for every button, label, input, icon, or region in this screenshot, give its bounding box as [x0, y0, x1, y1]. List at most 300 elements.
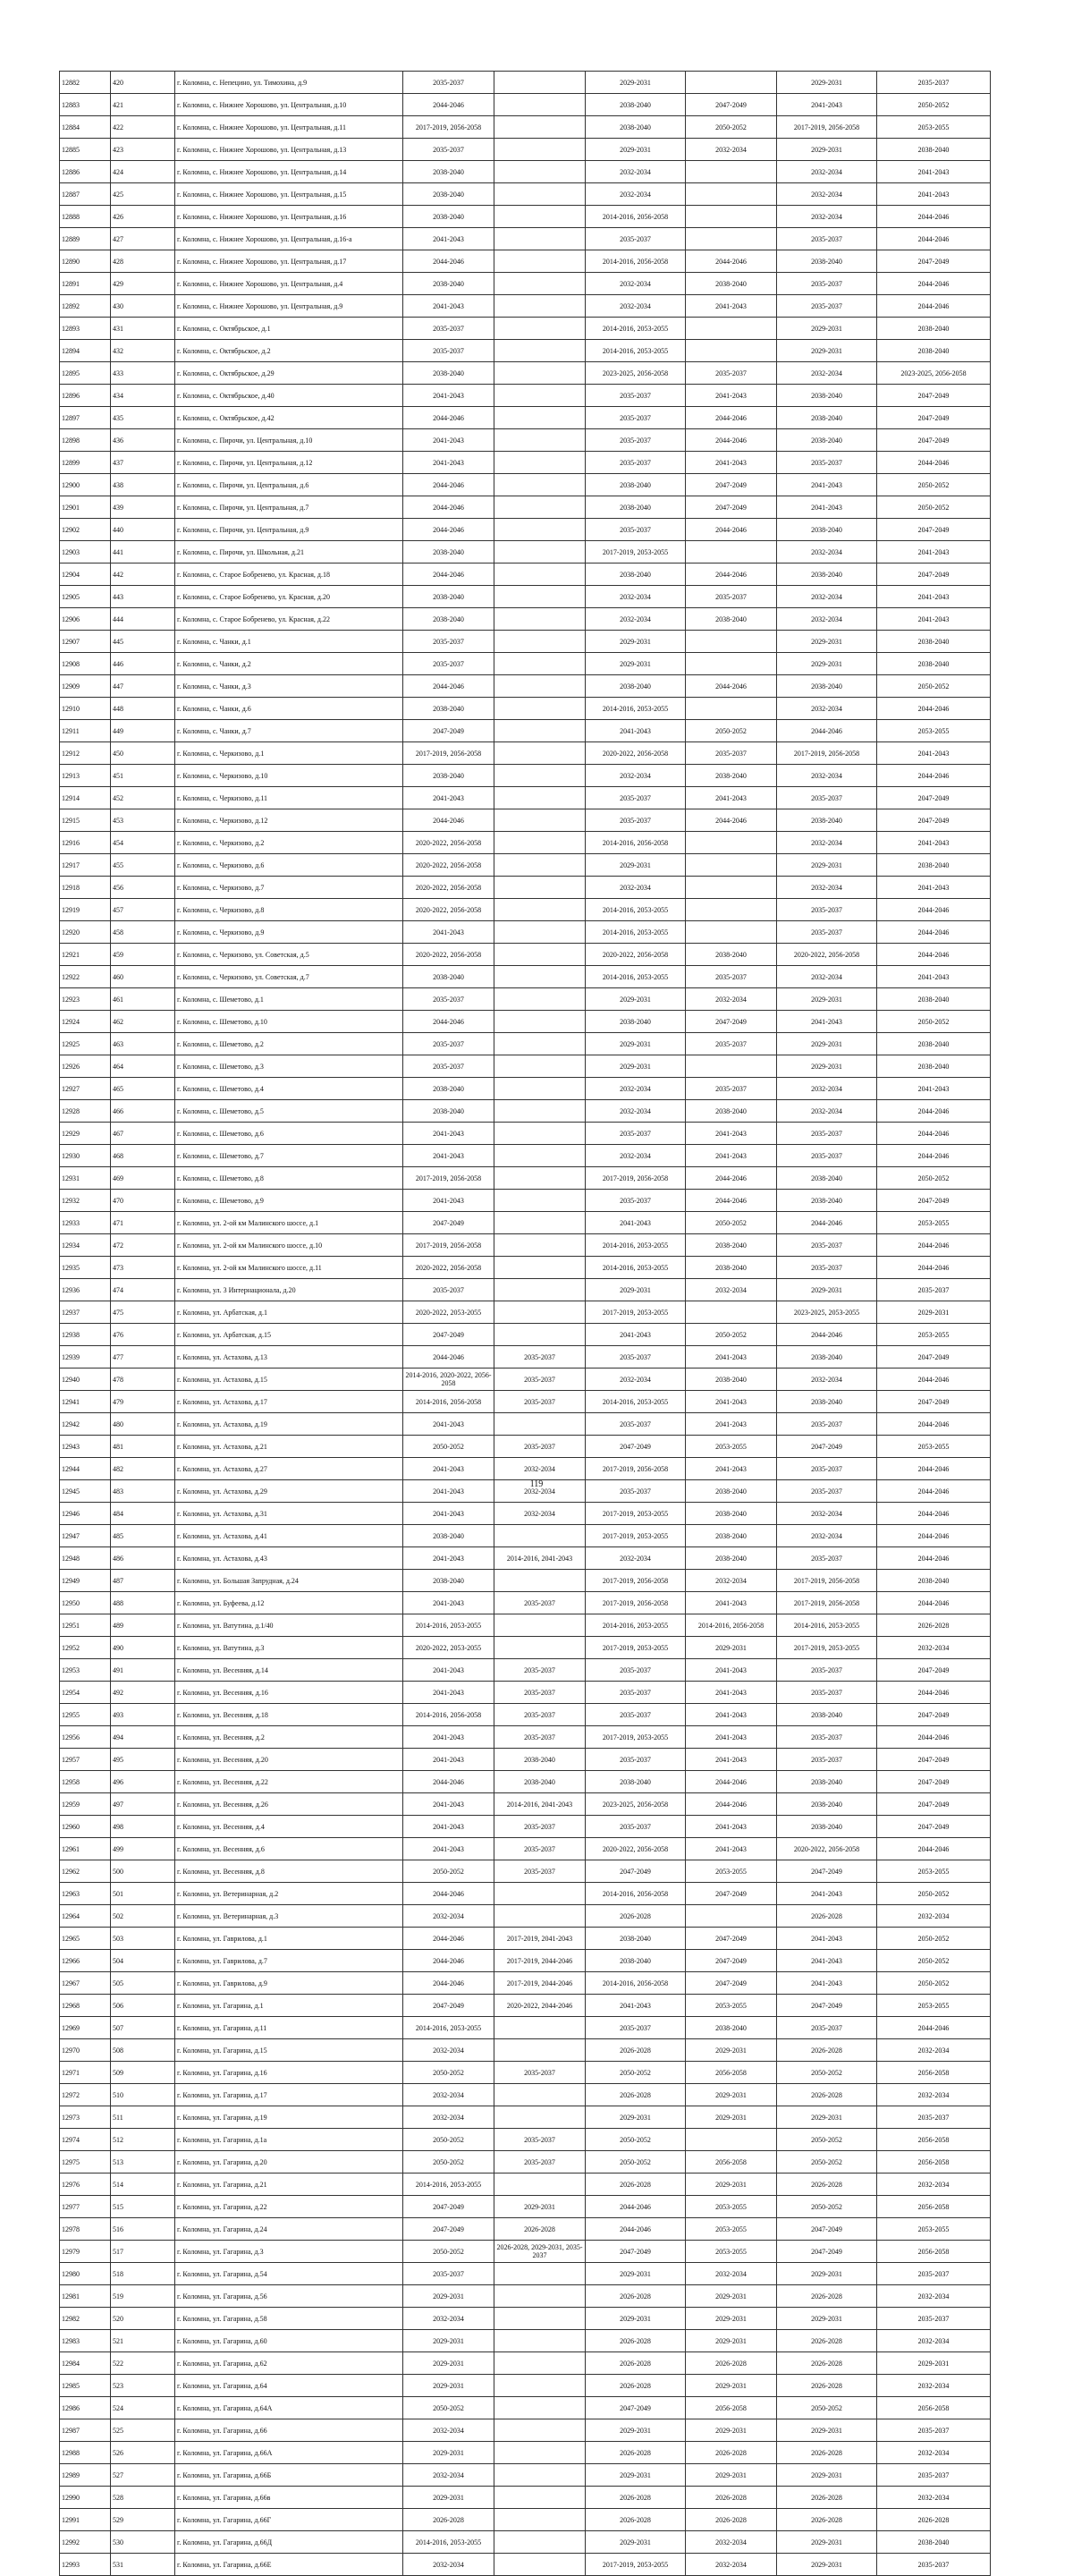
table-cell	[494, 362, 586, 385]
table-cell	[494, 899, 586, 921]
table-cell: 12975	[60, 2151, 111, 2174]
table-cell: 12960	[60, 1816, 111, 1838]
table-cell: 2044-2046	[877, 273, 991, 295]
table-cell: 2053-2055	[877, 116, 991, 139]
table-cell: 430	[111, 295, 175, 318]
table-cell: 2038-2040	[403, 765, 494, 787]
table-cell: 2032-2034	[403, 2554, 494, 2576]
table-cell: 12961	[60, 1838, 111, 1860]
table-cell: 2035-2037	[777, 295, 877, 318]
table-row	[60, 2106, 991, 2129]
table-cell	[686, 653, 777, 675]
table-cell: 12913	[60, 765, 111, 787]
table-cell: 2041-2043	[403, 228, 494, 250]
table-cell	[494, 250, 586, 273]
table-cell: 2032-2034	[586, 1547, 686, 1570]
table-cell: 2038-2040	[777, 564, 877, 586]
table-cell: 12927	[60, 1078, 111, 1100]
table-cell: 474	[111, 1279, 175, 1301]
table-cell: 2041-2043	[403, 1145, 494, 1167]
table-row	[60, 1301, 991, 1324]
table-row	[60, 161, 991, 183]
table-cell: 2020-2022, 2056-2058	[403, 1257, 494, 1279]
table-cell: 521	[111, 2330, 175, 2352]
table-cell: 2029-2031	[586, 988, 686, 1011]
table-cell: 2017-2019, 2044-2046	[494, 1972, 586, 1995]
table-cell: 2056-2058	[686, 2397, 777, 2419]
table-cell: 2038-2040	[877, 1570, 991, 1592]
table-cell: г. Коломна, ул. Гагарина, д.3	[175, 2241, 403, 2263]
table-cell: 2044-2046	[877, 1682, 991, 1704]
table-cell: г. Коломна, ул. Астахова, д.19	[175, 1413, 403, 1436]
table-cell: г. Коломна, ул. 2-ой км Малинского шоссе, д.11	[175, 1257, 403, 1279]
table-cell: г. Коломна, с. Чанки, д.1	[175, 631, 403, 653]
table-cell: 12948	[60, 1547, 111, 1570]
table-cell: 2032-2034	[877, 2487, 991, 2509]
table-row	[60, 944, 991, 966]
table-cell: 2032-2034	[586, 1078, 686, 1100]
table-cell: 2032-2034	[586, 1145, 686, 1167]
table-cell: 12893	[60, 318, 111, 340]
table-cell: 12966	[60, 1950, 111, 1972]
table-cell: 2029-2031	[586, 72, 686, 94]
table-cell	[494, 1413, 586, 1436]
table-cell: 12930	[60, 1145, 111, 1167]
table-cell	[494, 94, 586, 116]
table-cell: 2044-2046	[586, 2196, 686, 2218]
table-cell: 12887	[60, 183, 111, 206]
table-cell	[686, 541, 777, 564]
table-cell: 2038-2040	[403, 1100, 494, 1123]
table-cell: 2035-2037	[403, 340, 494, 362]
table-cell: 2047-2049	[686, 1011, 777, 1033]
table-cell: 2041-2043	[686, 1659, 777, 1682]
table-row	[60, 541, 991, 564]
table-cell: 475	[111, 1301, 175, 1324]
table-cell: 512	[111, 2129, 175, 2151]
table-cell: 2035-2037	[586, 1816, 686, 1838]
table-cell: 12956	[60, 1726, 111, 1749]
table-cell	[494, 1279, 586, 1301]
table-cell: г. Коломна, с. Нижнее Хорошово, ул. Центральная, д.14	[175, 161, 403, 183]
table-cell: г. Коломна, ул. 2-ой км Малинского шоссе, д.10	[175, 1234, 403, 1257]
table-cell: г. Коломна, ул. Гагарина, д.58	[175, 2308, 403, 2330]
table-cell: 12934	[60, 1234, 111, 1257]
table-cell: 2038-2040	[777, 1167, 877, 1190]
table-cell	[494, 944, 586, 966]
table-cell: 2038-2040	[586, 94, 686, 116]
table-row	[60, 2531, 991, 2554]
table-cell: 12971	[60, 2062, 111, 2084]
table-row	[60, 72, 991, 94]
table-cell: 2032-2034	[686, 2263, 777, 2285]
table-cell: 435	[111, 407, 175, 429]
table-cell: 12985	[60, 2375, 111, 2397]
table-row	[60, 2017, 991, 2039]
table-cell: 2047-2049	[403, 1212, 494, 1234]
table-cell: 2035-2037	[686, 966, 777, 988]
table-cell: 2032-2034	[877, 2442, 991, 2464]
table-cell: 2032-2034	[494, 1503, 586, 1525]
table-cell: 2035-2037	[586, 407, 686, 429]
table-row	[60, 1547, 991, 1570]
table-cell	[494, 586, 586, 608]
table-cell: 2029-2031	[586, 2308, 686, 2330]
table-cell: 2029-2031	[403, 2330, 494, 2352]
table-cell: 2038-2040	[686, 944, 777, 966]
table-cell	[686, 921, 777, 944]
table-cell: г. Коломна, ул. Астахова, д.13	[175, 1346, 403, 1368]
table-cell	[686, 228, 777, 250]
table-cell: 2014-2016, 2053-2055	[586, 340, 686, 362]
table-cell	[494, 183, 586, 206]
table-cell	[494, 474, 586, 496]
table-cell: 2035-2037	[586, 228, 686, 250]
table-row	[60, 1525, 991, 1547]
table-cell: 2041-2043	[777, 1928, 877, 1950]
table-cell: 2035-2037	[586, 1346, 686, 1368]
table-row	[60, 1368, 991, 1391]
table-cell: 12977	[60, 2196, 111, 2218]
table-cell: 12915	[60, 809, 111, 832]
table-cell: 2032-2034	[403, 2084, 494, 2106]
table-cell: 2047-2049	[777, 1860, 877, 1883]
table-cell: 2038-2040	[777, 1793, 877, 1816]
table-cell: 2041-2043	[777, 1011, 877, 1033]
table-cell: 12932	[60, 1190, 111, 1212]
table-cell	[494, 496, 586, 519]
table-cell: г. Коломна, ул. Гагарина, д.15	[175, 2039, 403, 2062]
table-cell: 2041-2043	[403, 1503, 494, 1525]
table-cell: 12914	[60, 787, 111, 809]
table-cell: 2044-2046	[877, 1503, 991, 1525]
table-row	[60, 1234, 991, 1257]
table-cell: 2041-2043	[403, 1592, 494, 1614]
table-cell: 449	[111, 720, 175, 742]
table-cell: 2041-2043	[403, 1682, 494, 1704]
table-cell: 2044-2046	[877, 1525, 991, 1547]
table-row	[60, 1883, 991, 1905]
table-row	[60, 2151, 991, 2174]
table-cell: 2032-2034	[777, 541, 877, 564]
table-row	[60, 809, 991, 832]
table-cell: 2017-2019, 2053-2055	[586, 1525, 686, 1547]
table-cell: 2050-2052	[686, 116, 777, 139]
table-cell: 2044-2046	[686, 1190, 777, 1212]
table-row	[60, 586, 991, 608]
table-cell: 443	[111, 586, 175, 608]
table-cell: 2044-2046	[877, 698, 991, 720]
table-cell: 2047-2049	[877, 1771, 991, 1793]
table-cell: 2038-2040	[403, 161, 494, 183]
table-cell: 12938	[60, 1324, 111, 1346]
table-cell: 508	[111, 2039, 175, 2062]
table-cell: г. Коломна, с. Октябрьское, д.1	[175, 318, 403, 340]
table-cell: 2026-2028	[877, 1614, 991, 1637]
table-cell: 12886	[60, 161, 111, 183]
table-cell: 12988	[60, 2442, 111, 2464]
table-cell	[494, 1883, 586, 1905]
table-cell: г. Коломна, с. Октябрьское, д.2	[175, 340, 403, 362]
table-cell	[494, 407, 586, 429]
table-cell: 12958	[60, 1771, 111, 1793]
table-cell: 2044-2046	[403, 407, 494, 429]
table-cell: 2035-2037	[777, 1726, 877, 1749]
table-cell	[494, 452, 586, 474]
table-cell: 2026-2028	[777, 2330, 877, 2352]
table-cell: 2044-2046	[403, 675, 494, 698]
table-cell: 504	[111, 1950, 175, 1972]
table-body	[60, 72, 991, 2576]
table-cell: 2017-2019, 2056-2058	[403, 742, 494, 765]
table-cell: 2038-2040	[686, 1100, 777, 1123]
table-cell	[494, 787, 586, 809]
table-cell: 2029-2031	[777, 340, 877, 362]
table-cell: 2041-2043	[403, 1458, 494, 1480]
table-cell: г. Коломна, ул. Арбатская, д.15	[175, 1324, 403, 1346]
table-cell	[686, 1905, 777, 1928]
table-row	[60, 1749, 991, 1771]
table-cell	[494, 675, 586, 698]
table-cell: 12907	[60, 631, 111, 653]
table-row	[60, 1793, 991, 1816]
table-cell: 2041-2043	[686, 1592, 777, 1614]
table-cell: 2041-2043	[403, 1190, 494, 1212]
table-cell: г. Коломна, с. Шеметово, д.7	[175, 1145, 403, 1167]
table-row	[60, 2263, 991, 2285]
table-cell: 441	[111, 541, 175, 564]
table-cell: 2041-2043	[686, 1391, 777, 1413]
table-cell: 2035-2037	[686, 362, 777, 385]
table-cell: 465	[111, 1078, 175, 1100]
table-cell: 2038-2040	[586, 675, 686, 698]
table-row	[60, 653, 991, 675]
table-row	[60, 921, 991, 944]
table-cell: 513	[111, 2151, 175, 2174]
table-cell: 2035-2037	[777, 1682, 877, 1704]
table-cell	[494, 1614, 586, 1637]
table-cell	[494, 1100, 586, 1123]
table-cell: 2029-2031	[586, 854, 686, 877]
table-cell: 2038-2040	[686, 1547, 777, 1570]
table-cell: 2038-2040	[877, 988, 991, 1011]
table-cell: 2050-2052	[403, 2241, 494, 2263]
table-cell: 439	[111, 496, 175, 519]
table-cell: 472	[111, 1234, 175, 1257]
table-cell: 2044-2046	[877, 1234, 991, 1257]
table-cell: 2020-2022, 2053-2055	[403, 1637, 494, 1659]
table-cell: 510	[111, 2084, 175, 2106]
table-cell: 2029-2031	[777, 653, 877, 675]
table-cell: г. Коломна, с. Октябрьское, д.42	[175, 407, 403, 429]
table-cell: 485	[111, 1525, 175, 1547]
table-cell	[686, 899, 777, 921]
table-cell: 12935	[60, 1257, 111, 1279]
table-cell: 2026-2028	[586, 2487, 686, 2509]
table-cell: 2029-2031	[777, 631, 877, 653]
table-cell: 2029-2031	[877, 2352, 991, 2375]
table-cell: 2050-2052	[403, 2151, 494, 2174]
table-cell: 2044-2046	[403, 474, 494, 496]
table-cell: г. Коломна, ул. Астахова, д.43	[175, 1547, 403, 1570]
table-cell: 2044-2046	[877, 1838, 991, 1860]
table-cell: 2035-2037	[586, 1123, 686, 1145]
table-cell: 2032-2034	[877, 1637, 991, 1659]
table-cell: 2026-2028	[586, 2084, 686, 2106]
table-cell	[686, 631, 777, 653]
table-cell: г. Коломна, ул. Гагарина, д.22	[175, 2196, 403, 2218]
table-cell: 2029-2031	[403, 2285, 494, 2308]
table-cell: 483	[111, 1480, 175, 1503]
table-row	[60, 2129, 991, 2151]
table-cell: 2053-2055	[877, 720, 991, 742]
table-cell: 2035-2037	[494, 1726, 586, 1749]
table-row	[60, 720, 991, 742]
table-row	[60, 2308, 991, 2330]
table-cell: 2041-2043	[877, 586, 991, 608]
table-cell: 421	[111, 94, 175, 116]
table-row	[60, 206, 991, 228]
table-cell: 2026-2028	[686, 2442, 777, 2464]
table-cell: 2026-2028	[777, 2375, 877, 2397]
table-cell	[686, 877, 777, 899]
table-cell: 2020-2022, 2056-2058	[777, 944, 877, 966]
table-cell: 2035-2037	[877, 2263, 991, 2285]
table-row	[60, 675, 991, 698]
table-cell: 446	[111, 653, 175, 675]
table-cell: 2014-2016, 2053-2055	[403, 2174, 494, 2196]
table-cell: 2035-2037	[777, 1234, 877, 1257]
table-cell: 481	[111, 1436, 175, 1458]
table-cell	[494, 1078, 586, 1100]
table-row	[60, 1413, 991, 1436]
table-cell: 2029-2031	[403, 2375, 494, 2397]
table-cell: 2032-2034	[777, 832, 877, 854]
table-cell: 2047-2049	[686, 496, 777, 519]
table-cell: 2035-2037	[586, 1659, 686, 1682]
table-cell: 523	[111, 2375, 175, 2397]
table-cell: 2044-2046	[877, 1458, 991, 1480]
table-cell: 2041-2043	[686, 1458, 777, 1480]
table-cell: 2044-2046	[877, 1547, 991, 1570]
table-cell: 2035-2037	[403, 72, 494, 94]
table-cell: 2029-2031	[777, 139, 877, 161]
table-cell: 524	[111, 2397, 175, 2419]
table-cell: 424	[111, 161, 175, 183]
table-cell: 2053-2055	[686, 1995, 777, 2017]
table-cell: 500	[111, 1860, 175, 1883]
table-cell: 2035-2037	[494, 1436, 586, 1458]
table-cell: г. Коломна, ул. Гагарина, д.66Д	[175, 2531, 403, 2554]
table-cell	[494, 1055, 586, 1078]
table-cell: г. Коломна, с. Пирочи, ул. Центральная, д.9	[175, 519, 403, 541]
table-cell: 2032-2034	[877, 1905, 991, 1928]
table-cell: 2029-2031	[586, 1033, 686, 1055]
table-cell	[494, 2308, 586, 2330]
table-cell: 467	[111, 1123, 175, 1145]
table-cell: 2044-2046	[686, 429, 777, 452]
table-row	[60, 608, 991, 631]
table-cell	[494, 2285, 586, 2308]
table-cell: 2020-2022, 2056-2058	[403, 899, 494, 921]
table-row	[60, 1503, 991, 1525]
table-cell: 2035-2037	[777, 273, 877, 295]
table-cell: г. Коломна, с. Черкизово, д.12	[175, 809, 403, 832]
table-cell: 459	[111, 944, 175, 966]
table-cell: 2032-2034	[777, 1100, 877, 1123]
table-cell: 455	[111, 854, 175, 877]
table-cell: 2035-2037	[777, 1749, 877, 1771]
table-cell: г. Коломна, с. Черкизово, д.2	[175, 832, 403, 854]
table-cell: 2047-2049	[586, 1436, 686, 1458]
table-cell: 2038-2040	[586, 116, 686, 139]
table-cell: 2029-2031	[686, 2285, 777, 2308]
table-cell: 2035-2037	[403, 318, 494, 340]
table-cell: 2050-2052	[777, 2151, 877, 2174]
table-cell: 2038-2040	[877, 318, 991, 340]
table-cell: 12922	[60, 966, 111, 988]
table-cell: 12945	[60, 1480, 111, 1503]
table-cell: 2035-2037	[777, 787, 877, 809]
table-row	[60, 2397, 991, 2419]
table-cell: г. Коломна, с. Шеметово, д.5	[175, 1100, 403, 1123]
table-row	[60, 1682, 991, 1704]
table-cell: 490	[111, 1637, 175, 1659]
table-cell: 2053-2055	[877, 1995, 991, 2017]
table-cell: 458	[111, 921, 175, 944]
table-cell: 427	[111, 228, 175, 250]
table-cell: 2038-2040	[586, 1928, 686, 1950]
table-cell: 2014-2016, 2041-2043	[494, 1547, 586, 1570]
table-cell: 527	[111, 2464, 175, 2487]
table-cell: 2035-2037	[586, 429, 686, 452]
table-cell: 2044-2046	[877, 452, 991, 474]
table-cell: 2041-2043	[686, 1816, 777, 1838]
table-cell: 2041-2043	[877, 183, 991, 206]
table-cell: 2041-2043	[403, 1547, 494, 1570]
table-cell: 2038-2040	[686, 1525, 777, 1547]
table-cell: 12941	[60, 1391, 111, 1413]
table-cell: 496	[111, 1771, 175, 1793]
table-cell: 2041-2043	[586, 1324, 686, 1346]
table-cell: г. Коломна, с. Октябрьское, д.29	[175, 362, 403, 385]
table-cell: 2035-2037	[777, 228, 877, 250]
table-cell: 2050-2052	[877, 1011, 991, 1033]
table-cell: 506	[111, 1995, 175, 2017]
table-cell: 2041-2043	[403, 1413, 494, 1436]
table-cell: 505	[111, 1972, 175, 1995]
table-cell: 2038-2040	[686, 608, 777, 631]
table-cell: 2050-2052	[403, 2129, 494, 2151]
table-cell: 12967	[60, 1972, 111, 1995]
table-cell: 445	[111, 631, 175, 653]
table-cell: 2053-2055	[686, 1436, 777, 1458]
table-cell: 2047-2049	[403, 720, 494, 742]
table-cell: 2032-2034	[586, 877, 686, 899]
table-cell: 460	[111, 966, 175, 988]
table-cell: 2035-2037	[586, 1682, 686, 1704]
table-cell: 519	[111, 2285, 175, 2308]
table-row	[60, 2285, 991, 2308]
table-cell: 2014-2016, 2041-2043	[494, 1793, 586, 1816]
table-cell: 507	[111, 2017, 175, 2039]
table-row	[60, 1212, 991, 1234]
table-cell: 2038-2040	[494, 1749, 586, 1771]
table-cell: г. Коломна, с. Черкизово, д.7	[175, 877, 403, 899]
table-cell	[494, 608, 586, 631]
table-cell: 12897	[60, 407, 111, 429]
table-cell: 2041-2043	[403, 1123, 494, 1145]
